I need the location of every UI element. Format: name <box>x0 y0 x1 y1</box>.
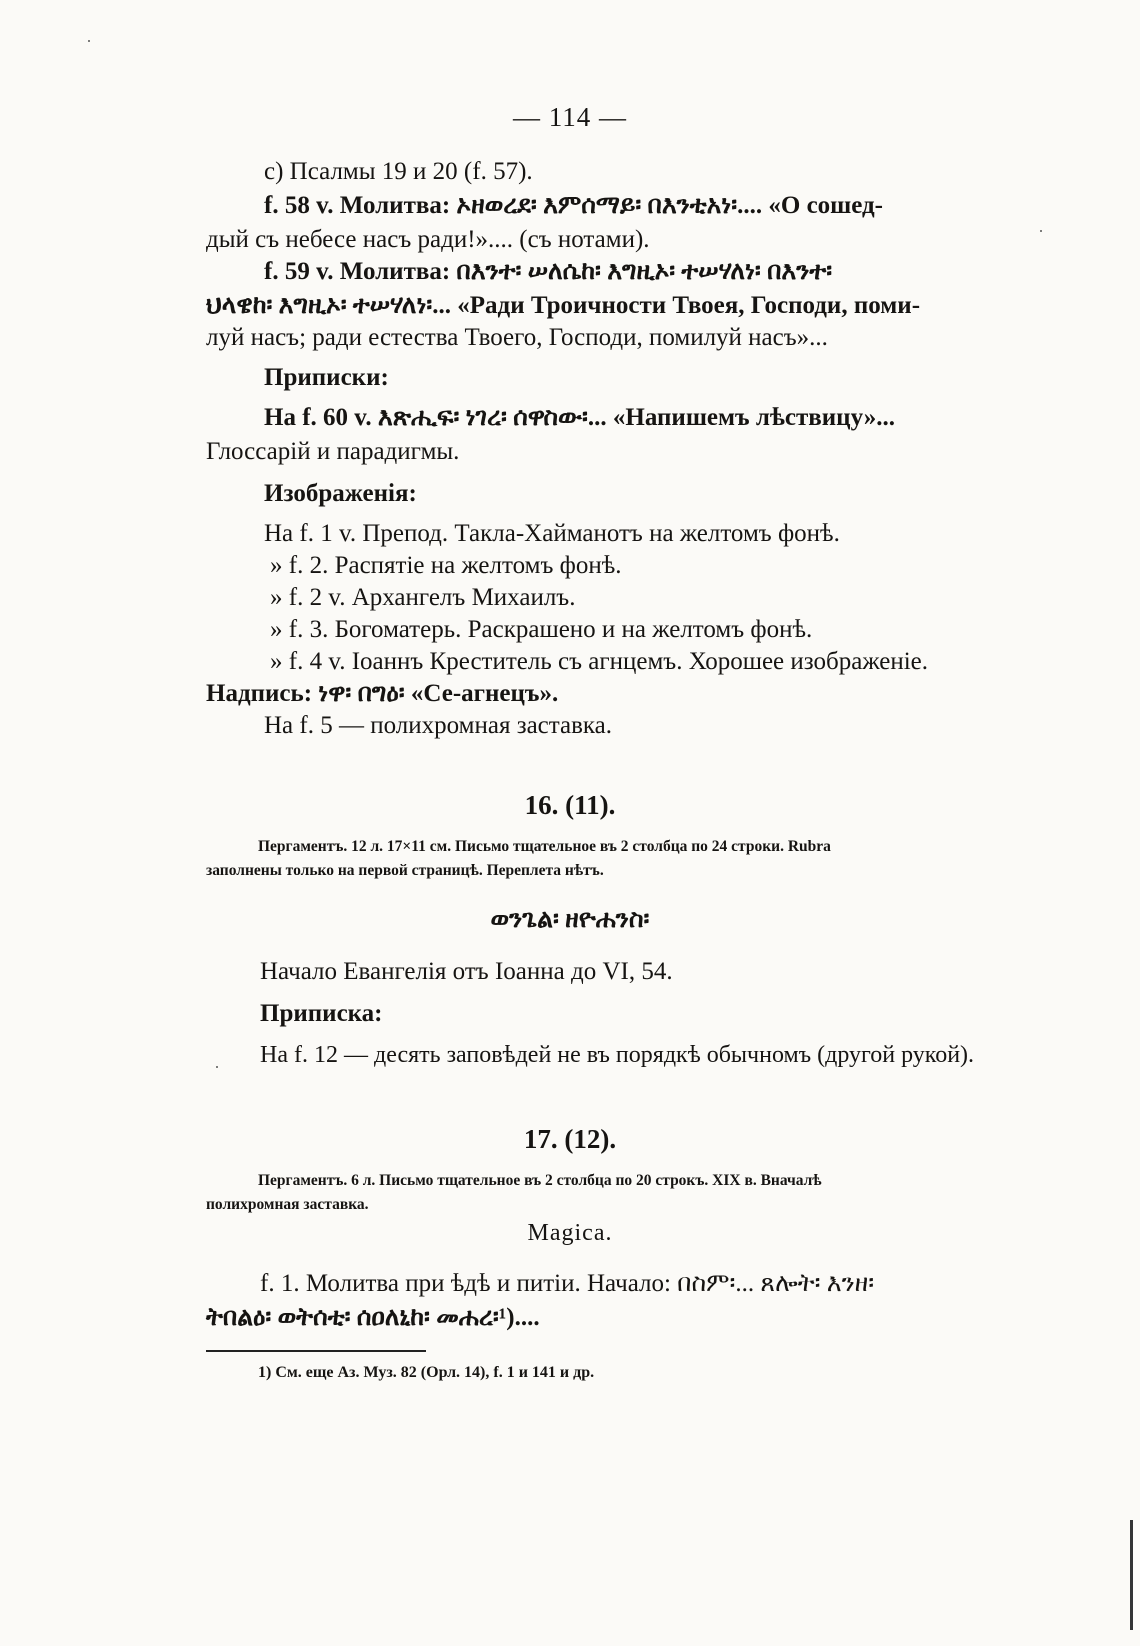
footnote-rule <box>206 1350 426 1352</box>
page-number: — 114 — <box>513 102 627 132</box>
text-line: На f. 60 v. እጽሒፍ፡ ነገረ፡ ሰዋስው፡... «Напишемъ лѣствицу»... <box>264 404 895 431</box>
text-line: ህላዌከ፡ እግዚኦ፡ ተሠሃለነ፡... «Ради Троичности Твоея, Господи, поми- <box>206 292 921 319</box>
entry-17-desc-line2: полихромная заставка. <box>206 1196 369 1213</box>
page-edge-mark <box>1130 1520 1133 1630</box>
text-line: » f. 4 v. Іоаннъ Креститель съ агнцемъ. Хорошее изображеніе. <box>270 648 929 675</box>
text-line: Глоссарій и парадигмы. <box>206 438 460 465</box>
text-line: ትበልዕ፡ ወትሰቲ፡ ሰዐለኒከ፡ መሐረ፡¹).... <box>206 1304 540 1331</box>
text-line: » f. 2 v. Архангелъ Михаилъ. <box>270 584 576 611</box>
section-label-notes: Приписки: <box>264 364 389 391</box>
text-line: Надпись: ነዋ፡ በግዕ፡ «Се-агнецъ». <box>206 680 559 707</box>
text-line: Начало Евангелія отъ Іоанна до VI, 54. <box>260 958 673 985</box>
entry-17-heading: 17. (12). <box>523 1124 617 1154</box>
section-label-images: Изображенія: <box>264 480 417 507</box>
footnote: 1) См. еще Аз. Муз. 82 (Орл. 14), f. 1 и 141 и др. <box>258 1364 595 1381</box>
entry-16-title: ወንጌል፡ ዘዮሐንስ፡ <box>490 906 650 933</box>
entry-16-desc-line2: заполнены только на первой страницѣ. Переплета нѣтъ. <box>206 862 604 879</box>
entry-16-note-label: Приписка: <box>260 1000 383 1027</box>
entry-17-desc-line1: Пергаментъ. 6 л. Письмо тщательное въ 2 столбца по 20 строкъ. XIX в. Вначалѣ <box>258 1172 822 1189</box>
entry-17-title: Magica. <box>527 1220 613 1246</box>
text-line: f. 59 v. Молитва: በእንተ፡ ሠለሴከ፡ እግዚኦ፡ ተሠሃለነ፡ በእንተ፡ <box>264 258 833 285</box>
paper-speck <box>1040 230 1042 232</box>
entry-16-desc-line1: Пергаментъ. 12 л. 17×11 см. Письмо тщательное въ 2 столбца по 24 строки. Rubra <box>258 838 831 855</box>
text-line: На f. 12 — десять заповѣдей не въ порядкѣ обычномъ (другой рукой). <box>260 1042 975 1068</box>
text-line: На f. 1 v. Препод. Такла-Хайманотъ на желтомъ фонѣ. <box>264 520 840 547</box>
text-line: На f. 5 — полихромная заставка. <box>264 712 613 739</box>
text-line: луй насъ; ради естества Твоего, Господи, помилуй насъ»... <box>206 324 828 351</box>
paper-speck <box>216 1066 218 1068</box>
paper-speck <box>88 40 90 42</box>
entry-16-heading: 16. (11). <box>524 790 616 820</box>
text-line: дый съ небесе насъ ради!».... (съ нотами). <box>206 226 650 253</box>
text-line: » f. 2. Распятіе на желтомъ фонѣ. <box>270 552 622 579</box>
text-line: f. 1. Молитва при ѣдѣ и питіи. Начало: በስም፡... ጸሎት፡ እንዘ፡ <box>260 1270 875 1297</box>
text-line: c) Псалмы 19 и 20 (f. 57). <box>264 158 533 185</box>
text-line: » f. 3. Богоматерь. Раскрашено и на желтомъ фонѣ. <box>270 616 813 643</box>
text-line: f. 58 v. Молитва: ኦዘወረደ፡ እምሰማይ፡ በእንቲአነ፡.... «О сошед- <box>264 192 884 219</box>
